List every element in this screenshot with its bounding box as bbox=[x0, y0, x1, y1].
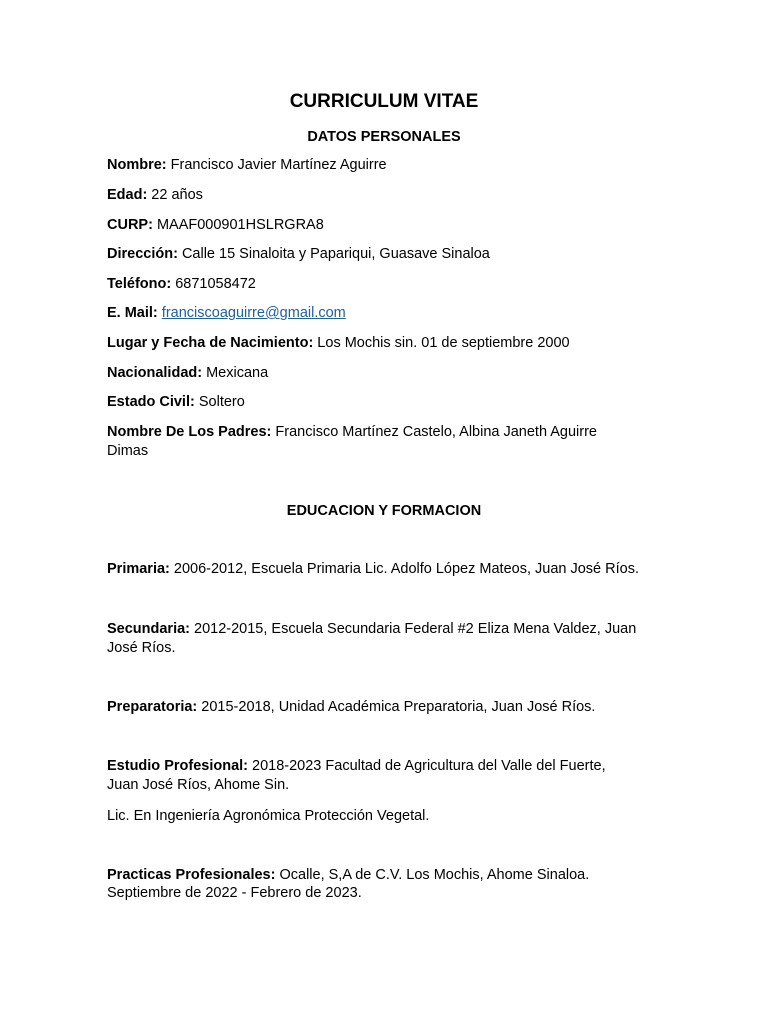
practicas-value: Ocalle, S,A de C.V. Los Mochis, Ahome Sinaloa. bbox=[275, 867, 590, 883]
telefono-value: 6871058472 bbox=[171, 276, 256, 292]
practicas-line bbox=[107, 866, 667, 885]
nacionalidad-line bbox=[107, 364, 667, 383]
nacionalidad-value: Mexicana bbox=[202, 365, 269, 381]
email-label: E. Mail: bbox=[107, 305, 158, 321]
primaria-label: Primaria: bbox=[107, 561, 170, 577]
edad-line bbox=[107, 186, 667, 205]
nacimiento-value: Los Mochis sin. 01 de septiembre 2000 bbox=[313, 335, 570, 351]
email-link[interactable]: franciscoaguirre@gmail.com bbox=[161, 305, 346, 321]
nacionalidad-label: Nacionalidad: bbox=[107, 365, 203, 381]
telefono-label: Teléfono: bbox=[107, 276, 172, 292]
padres-line-cont: Dimas bbox=[107, 443, 149, 459]
profesional-line bbox=[107, 757, 667, 776]
nombre-line bbox=[107, 156, 667, 175]
estado-civil-line bbox=[107, 393, 667, 412]
direccion-line bbox=[107, 245, 667, 264]
preparatoria-line bbox=[107, 698, 667, 717]
estado-civil-value: Soltero bbox=[194, 394, 245, 410]
profesional-line-cont: Juan José Ríos, Ahome Sin. bbox=[107, 777, 290, 793]
email-line bbox=[107, 304, 667, 323]
practicas-label: Practicas Profesionales: bbox=[107, 867, 276, 883]
telefono-line bbox=[107, 275, 667, 294]
education-heading: EDUCACION Y FORMACION bbox=[286, 503, 482, 519]
licenciatura-line: Lic. En Ingeniería Agronómica Protección Vegetal. bbox=[107, 808, 430, 824]
estado-civil-label: Estado Civil: bbox=[107, 394, 195, 410]
secundaria-line-cont: José Ríos. bbox=[107, 640, 176, 656]
direccion-value: Calle 15 Sinaloita y Papariqui, Guasave Sinaloa bbox=[177, 246, 490, 262]
secundaria-line bbox=[107, 620, 667, 639]
secundaria-label: Secundaria: bbox=[107, 621, 190, 637]
padres-label: Nombre De Los Padres: bbox=[107, 424, 272, 440]
padres-line bbox=[107, 423, 667, 442]
curp-label: CURP: bbox=[107, 217, 153, 233]
edad-label: Edad: bbox=[107, 187, 148, 203]
document-title: CURRICULUM VITAE bbox=[289, 91, 479, 112]
direccion-label: Dirección: bbox=[107, 246, 178, 262]
nacimiento-line bbox=[107, 334, 667, 353]
profesional-label: Estudio Profesional: bbox=[107, 758, 248, 774]
secundaria-value: 2012-2015, Escuela Secundaria Federal #2 Eliza Mena Valdez, Juan bbox=[190, 621, 637, 637]
preparatoria-label: Preparatoria: bbox=[107, 699, 198, 715]
nacimiento-label: Lugar y Fecha de Nacimiento: bbox=[107, 335, 314, 351]
preparatoria-value: 2015-2018, Unidad Académica Preparatoria, Juan José Ríos. bbox=[197, 699, 596, 715]
padres-value: Francisco Martínez Castelo, Albina Janeth Aguirre bbox=[271, 424, 597, 440]
curp-value: MAAF000901HSLRGRA8 bbox=[152, 217, 324, 233]
profesional-value: 2018-2023 Facultad de Agricultura del Valle del Fuerte, bbox=[248, 758, 606, 774]
primaria-value: 2006-2012, Escuela Primaria Lic. Adolfo López Mateos, Juan José Ríos. bbox=[169, 561, 639, 577]
edad-value: 22 años bbox=[147, 187, 203, 203]
nombre-label: Nombre: bbox=[107, 157, 167, 173]
primaria-line bbox=[107, 560, 667, 579]
practicas-line-cont: Septiembre de 2022 - Febrero de 2023. bbox=[107, 885, 362, 901]
curp-line bbox=[107, 216, 667, 235]
personal-data-heading: DATOS PERSONALES bbox=[307, 129, 461, 145]
nombre-value: Francisco Javier Martínez Aguirre bbox=[166, 157, 387, 173]
